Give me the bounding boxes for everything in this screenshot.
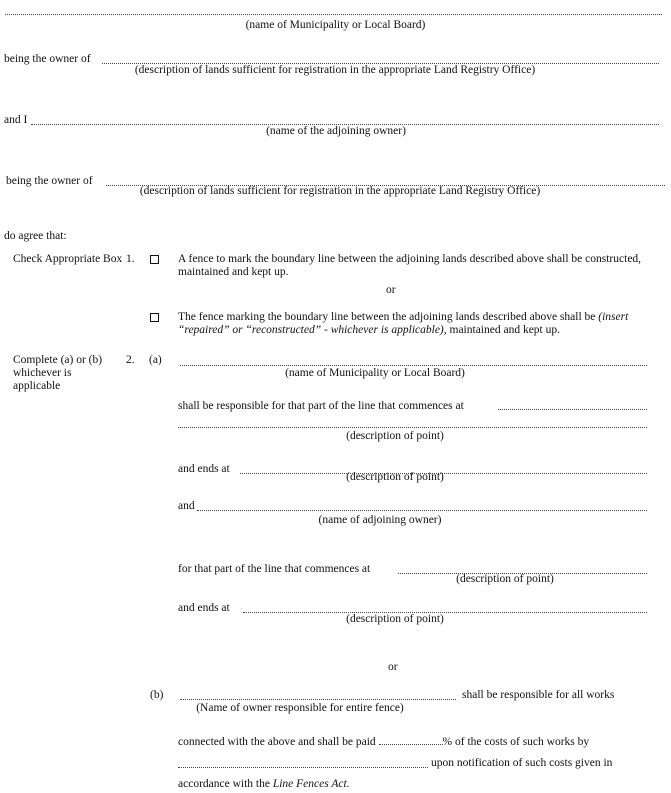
section1-or: or	[386, 284, 396, 296]
section2a-adjoining-caption: (name of adjoining owner)	[318, 514, 442, 526]
section2b-connected	[178, 735, 589, 749]
owner1-caption: (description of lands sufficient for registration in the appropriate Land Registry Office)	[134, 64, 536, 76]
section2-margin-note: Complete (a) or (b) whichever is applicable	[13, 354, 103, 392]
section2a-point-caption-4: (description of point)	[346, 613, 444, 625]
owner2-caption: (name of the adjoining owner)	[266, 125, 406, 137]
section2b-upon-text: upon notification of such costs given in	[431, 757, 613, 769]
section2-or: or	[388, 661, 398, 673]
section2b-label: (b)	[150, 689, 164, 701]
agree-text: do agree that:	[4, 230, 67, 242]
section2a-label: (a)	[149, 354, 162, 366]
section2a-point-caption-3: (description of point)	[456, 573, 554, 585]
section2b-accordance-pre: accordance with the	[178, 778, 270, 790]
section2b-owner-caption: (Name of owner responsible for entire fence)	[196, 702, 404, 714]
section2a-commence-line[interactable]	[498, 408, 647, 410]
section2a-muni-caption: (name of Municipality or Local Board)	[285, 367, 465, 379]
section1-margin-note: Check Appropriate Box	[13, 253, 123, 265]
section2a-muni-line[interactable]	[180, 364, 647, 366]
section2a-ends-at-2: and ends at	[178, 602, 230, 614]
option1-text: A fence to mark the boundary line between the adjoining lands described above shall be constructed, maintained and kept up.	[178, 253, 642, 278]
owner3-caption: (description of lands sufficient for registration in the appropriate Land Registry Office)	[139, 185, 541, 197]
municipality-caption: (name of Municipality or Local Board)	[245, 19, 426, 31]
section2a-ends-at-1: and ends at	[178, 463, 230, 475]
option2-text-italic: (insert “repaired” or “reconstructed” - whichever is applicable),	[178, 311, 629, 336]
owner3-lead: being the owner of	[6, 175, 93, 187]
option2-checkbox[interactable]	[150, 313, 159, 322]
section2b-resp-text: shall be responsible for all works	[462, 689, 615, 701]
section2a-adjoining-line[interactable]	[197, 509, 647, 511]
section2b-owner-line[interactable]	[180, 698, 456, 700]
section2b-act-name: Line Fences Act.	[272, 778, 350, 790]
section2a-point-caption-1: (description of point)	[346, 430, 444, 442]
section2b-percent-field[interactable]	[379, 735, 443, 745]
section2b-accordance	[178, 778, 350, 791]
section2a-point-caption-2: (description of point)	[346, 471, 444, 483]
section2a-commence-line-2[interactable]	[178, 426, 647, 428]
owner2-lead: and I	[4, 114, 28, 126]
option1-checkbox[interactable]	[150, 255, 159, 264]
section2a-for-part: for that part of the line that commences at	[178, 563, 371, 575]
option2-text	[178, 311, 668, 337]
section1-number: 1.	[126, 253, 135, 265]
option2-text-pre: The fence marking the boundary line between the adjoining lands described above shall be	[178, 311, 596, 323]
section2b-connected-post: % of the costs of such works by	[442, 736, 590, 748]
section2a-resp-text: shall be responsible for that part of the line that commences at	[178, 400, 464, 412]
section2b-connected-pre: connected with the above and shall be paid	[178, 736, 376, 748]
municipality-line[interactable]	[5, 13, 662, 15]
option2-text-post: maintained and kept up.	[449, 324, 560, 336]
section2a-and: and	[178, 500, 195, 512]
owner1-lead: being the owner of	[4, 53, 91, 65]
section2b-payer-line[interactable]	[178, 766, 428, 768]
section2-number: 2.	[126, 354, 135, 366]
